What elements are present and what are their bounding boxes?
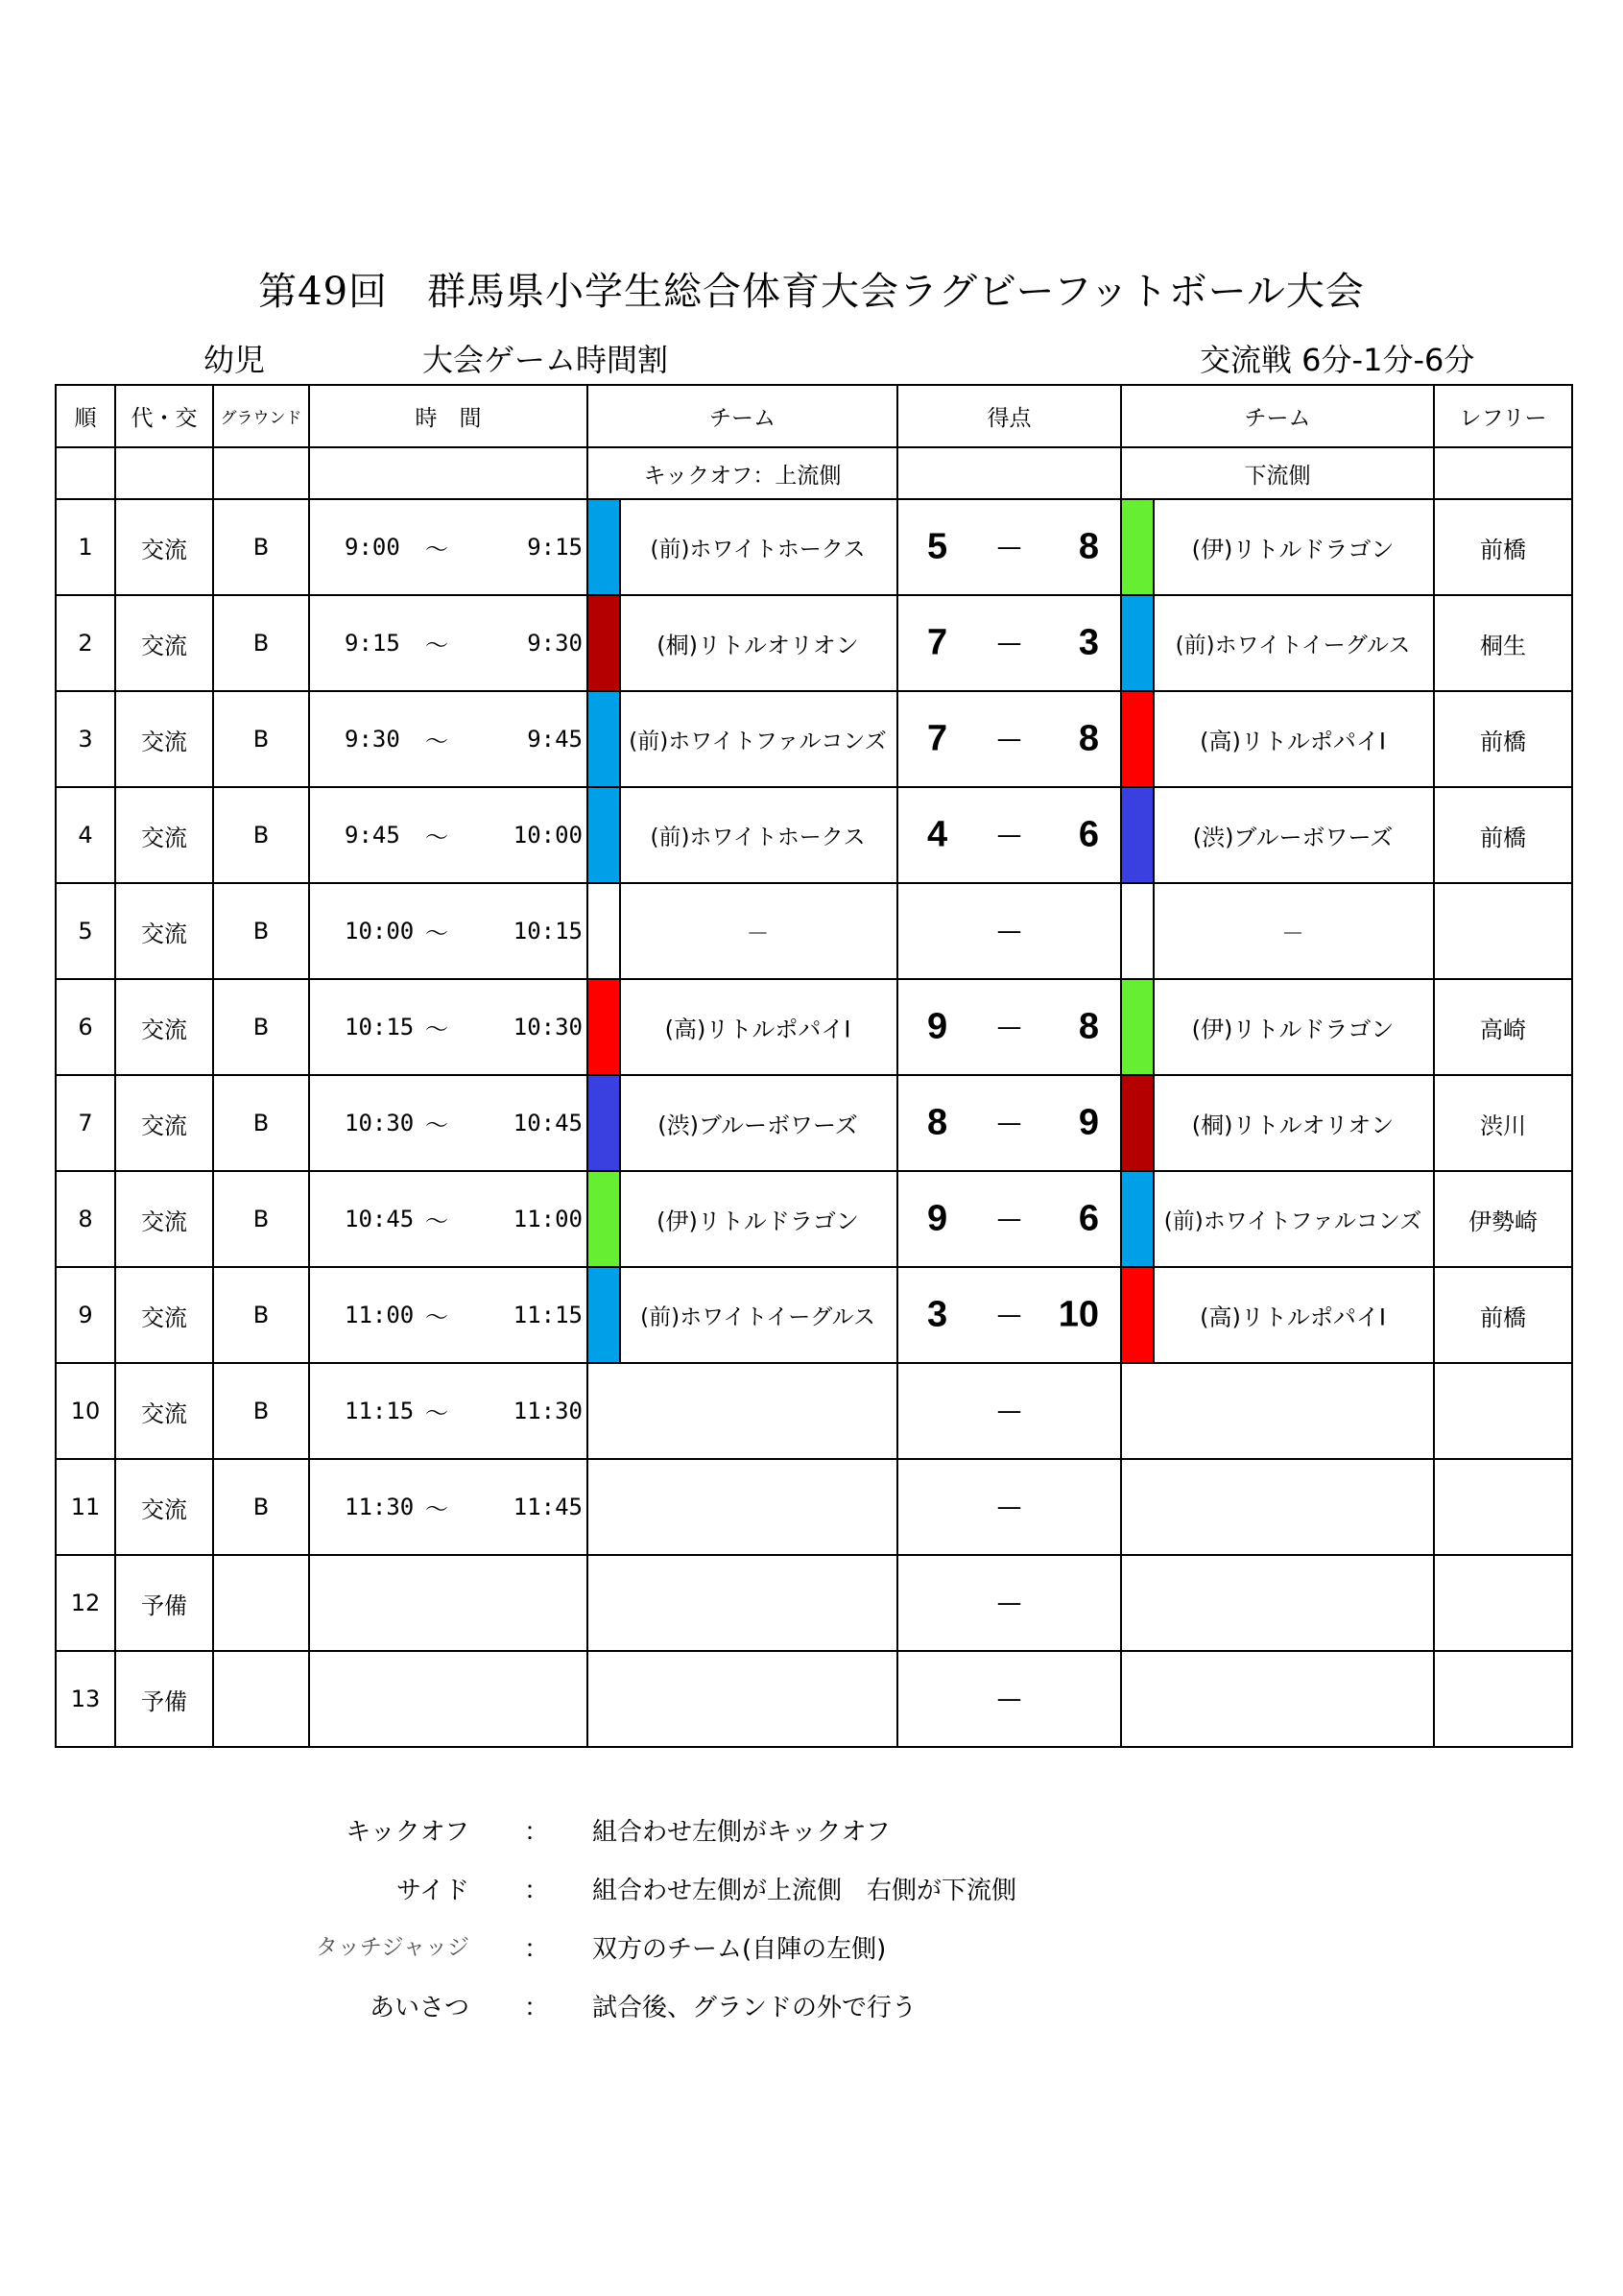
team-b-cell bbox=[1121, 979, 1434, 1075]
score-dash: — bbox=[996, 1013, 1022, 1041]
team-a-color-bar bbox=[588, 692, 621, 786]
score-b: 8 bbox=[1078, 1006, 1099, 1047]
score-dash: — bbox=[996, 1397, 1022, 1425]
team-a-color-bar bbox=[588, 596, 621, 690]
ground: B bbox=[213, 787, 309, 883]
team-b-color-bar bbox=[1122, 1268, 1155, 1362]
team-b-cell bbox=[1121, 1459, 1434, 1555]
score-dash: — bbox=[996, 1301, 1022, 1329]
team-a-cell bbox=[587, 691, 897, 787]
team-a-name: － bbox=[746, 920, 770, 947]
match-number: 9 bbox=[56, 1267, 115, 1363]
subheader-row bbox=[56, 447, 1572, 499]
match-type: 交流 bbox=[115, 1363, 213, 1459]
end-time: 10:00 bbox=[513, 822, 583, 849]
start-time: 10:15 bbox=[345, 1014, 415, 1040]
match-type: 交流 bbox=[115, 787, 213, 883]
note-text: 試合後、グランドの外で行う bbox=[592, 1994, 918, 2022]
table-row bbox=[56, 1171, 1572, 1267]
team-b-name: (渋)ブルーボワーズ bbox=[1192, 824, 1394, 851]
match-type: 交流 bbox=[115, 1171, 213, 1267]
score-cell bbox=[897, 1555, 1121, 1651]
score-a: 4 bbox=[927, 814, 948, 855]
score-a: 3 bbox=[927, 1294, 948, 1335]
team-b-color-bar bbox=[1122, 788, 1155, 882]
time-cell bbox=[309, 787, 587, 883]
start-time: 10:30 bbox=[345, 1110, 415, 1136]
time-tilde: ～ bbox=[425, 1208, 448, 1235]
ground: B bbox=[213, 1171, 309, 1267]
time-cell bbox=[309, 499, 587, 595]
time-cell bbox=[309, 1459, 587, 1555]
team-b-cell bbox=[1121, 1171, 1434, 1267]
end-time: 9:30 bbox=[527, 630, 583, 657]
match-number: 11 bbox=[56, 1459, 115, 1555]
match-type: 予備 bbox=[115, 1555, 213, 1651]
match-number: 8 bbox=[56, 1171, 115, 1267]
time-tilde: ～ bbox=[425, 1016, 448, 1043]
team-b-cell bbox=[1121, 1075, 1434, 1171]
end-time: 10:15 bbox=[513, 918, 583, 945]
table-row bbox=[56, 691, 1572, 787]
team-b-cell bbox=[1121, 883, 1434, 979]
team-a-cell bbox=[587, 1075, 897, 1171]
team-a-cell bbox=[587, 1171, 897, 1267]
score-b: 10 bbox=[1058, 1294, 1099, 1335]
table-row bbox=[56, 1555, 1572, 1651]
team-a-name: (渋)ブルーボワーズ bbox=[657, 1112, 858, 1139]
score-cell bbox=[897, 1651, 1121, 1747]
team-a-name: (前)ホワイトファルコンズ bbox=[629, 729, 887, 754]
team-a-color-bar bbox=[588, 1172, 621, 1266]
ground: B bbox=[213, 1267, 309, 1363]
score-dash: — bbox=[996, 725, 1022, 753]
time-cell bbox=[309, 1075, 587, 1171]
team-a-name: (高)リトルポパイⅠ bbox=[664, 1016, 851, 1043]
score-cell bbox=[897, 1267, 1121, 1363]
note-text: 組合わせ左側が上流側 右側が下流側 bbox=[592, 1877, 1017, 1905]
team-b-color-bar bbox=[1122, 692, 1155, 786]
team-a-name: (前)ホワイトホークス bbox=[650, 825, 866, 850]
page-title: 第49回 群馬県小学生総合体育大会ラグビーフットボール大会 bbox=[258, 270, 1365, 314]
note-line bbox=[0, 1871, 1623, 1909]
score-b: 3 bbox=[1078, 622, 1099, 663]
end-time: 9:15 bbox=[527, 534, 583, 561]
team-a-name: (前)ホワイトホークス bbox=[650, 537, 866, 562]
note-label: タッチジャッジ bbox=[315, 1935, 469, 1960]
end-time: 11:15 bbox=[513, 1302, 583, 1328]
time-cell bbox=[309, 1363, 587, 1459]
note-label: あいさつ bbox=[369, 1994, 469, 2022]
match-number: 1 bbox=[56, 499, 115, 595]
referee: 渋川 bbox=[1434, 1075, 1572, 1171]
ground: B bbox=[213, 1075, 309, 1171]
ground: B bbox=[213, 691, 309, 787]
time-cell bbox=[309, 595, 587, 691]
team-a-color-bar bbox=[588, 980, 621, 1074]
ground: B bbox=[213, 1459, 309, 1555]
score-dash: — bbox=[996, 629, 1022, 658]
team-b-color-bar bbox=[1122, 1172, 1155, 1266]
start-time: 11:15 bbox=[345, 1398, 415, 1424]
score-cell bbox=[897, 499, 1121, 595]
score-cell bbox=[897, 595, 1121, 691]
match-type: 交流 bbox=[115, 691, 213, 787]
subheader-downstream-side: 下流側 bbox=[1121, 447, 1434, 499]
start-time: 10:45 bbox=[345, 1206, 415, 1232]
score-b: 8 bbox=[1078, 526, 1099, 567]
match-number: 10 bbox=[56, 1363, 115, 1459]
team-a-cell bbox=[587, 1555, 897, 1651]
header-type: 代・交 bbox=[115, 385, 213, 447]
score-dash: — bbox=[996, 1685, 1022, 1713]
score-a: 5 bbox=[927, 526, 948, 567]
table-row bbox=[56, 1363, 1572, 1459]
table-row bbox=[56, 1651, 1572, 1747]
referee: 前橋 bbox=[1434, 691, 1572, 787]
ground: B bbox=[213, 1363, 309, 1459]
start-time: 9:30 bbox=[345, 726, 400, 753]
subheader-empty bbox=[1434, 447, 1572, 499]
team-b-color-bar bbox=[1122, 1076, 1155, 1170]
time-cell bbox=[309, 1651, 587, 1747]
team-a-color-bar bbox=[588, 1076, 621, 1170]
note-label: キックオフ bbox=[346, 1818, 469, 1847]
score-cell bbox=[897, 691, 1121, 787]
header-ground: グラウンド bbox=[213, 385, 309, 447]
score-a: 9 bbox=[927, 1006, 948, 1047]
team-a-cell bbox=[587, 979, 897, 1075]
match-number: 5 bbox=[56, 883, 115, 979]
subheader-kickoff-side: キックオフ：上流側 bbox=[587, 447, 897, 499]
subheader-empty bbox=[309, 447, 587, 499]
team-a-color-bar bbox=[588, 788, 621, 882]
score-dash: — bbox=[996, 821, 1022, 849]
score-b: 6 bbox=[1078, 1198, 1099, 1239]
ground: B bbox=[213, 499, 309, 595]
team-a-cell bbox=[587, 499, 897, 595]
team-a-cell bbox=[587, 595, 897, 691]
referee: 桐生 bbox=[1434, 595, 1572, 691]
team-a-name: (桐)リトルオリオン bbox=[656, 632, 859, 659]
score-cell bbox=[897, 787, 1121, 883]
score-a: 7 bbox=[927, 622, 948, 663]
header-row bbox=[56, 385, 1572, 447]
match-number: 6 bbox=[56, 979, 115, 1075]
note-text: 組合わせ左側がキックオフ bbox=[592, 1818, 891, 1847]
team-b-name: (前)ホワイトファルコンズ bbox=[1163, 1208, 1422, 1234]
team-a-cell bbox=[587, 1267, 897, 1363]
score-cell bbox=[897, 1075, 1121, 1171]
time-cell bbox=[309, 979, 587, 1075]
match-number: 12 bbox=[56, 1555, 115, 1651]
team-a-cell bbox=[587, 883, 897, 979]
match-type: 予備 bbox=[115, 1651, 213, 1747]
score-a: 7 bbox=[927, 718, 948, 759]
score-dash: — bbox=[996, 533, 1022, 562]
score-b: 8 bbox=[1078, 718, 1099, 759]
match-type: 交流 bbox=[115, 595, 213, 691]
table-row bbox=[56, 1267, 1572, 1363]
time-tilde: ～ bbox=[425, 1399, 448, 1427]
subheader-empty bbox=[213, 447, 309, 499]
match-type: 交流 bbox=[115, 499, 213, 595]
score-a: 9 bbox=[927, 1198, 948, 1239]
match-type: 交流 bbox=[115, 883, 213, 979]
team-a-name: (前)ホワイトイーグルス bbox=[640, 1304, 875, 1330]
referee bbox=[1434, 1459, 1572, 1555]
team-b-name: (高)リトルポパイⅠ bbox=[1200, 728, 1386, 755]
table-row bbox=[56, 787, 1572, 883]
match-number: 13 bbox=[56, 1651, 115, 1747]
team-b-cell bbox=[1121, 1267, 1434, 1363]
match-type: 交流 bbox=[115, 979, 213, 1075]
match-number: 7 bbox=[56, 1075, 115, 1171]
time-tilde: ～ bbox=[425, 1495, 448, 1523]
time-cell bbox=[309, 1267, 587, 1363]
table-row bbox=[56, 979, 1572, 1075]
time-tilde: ～ bbox=[425, 1112, 448, 1139]
match-number: 4 bbox=[56, 787, 115, 883]
match-number: 2 bbox=[56, 595, 115, 691]
score-dash: — bbox=[996, 1205, 1022, 1233]
score-cell bbox=[897, 883, 1121, 979]
team-b-name: (前)ホワイトイーグルス bbox=[1175, 633, 1411, 658]
score-cell bbox=[897, 1171, 1121, 1267]
referee: 高崎 bbox=[1434, 979, 1572, 1075]
ground: B bbox=[213, 883, 309, 979]
score-dash: — bbox=[996, 1589, 1022, 1617]
header-order: 順 bbox=[56, 385, 115, 447]
team-b-cell bbox=[1121, 1363, 1434, 1459]
referee bbox=[1434, 1555, 1572, 1651]
end-time: 10:45 bbox=[513, 1110, 583, 1136]
time-tilde: ～ bbox=[425, 536, 448, 563]
header-team-a: チーム bbox=[587, 385, 897, 447]
start-time: 9:15 bbox=[345, 630, 400, 657]
schedule-name: 大会ゲーム時間割 bbox=[422, 342, 669, 378]
match-number: 3 bbox=[56, 691, 115, 787]
ground: B bbox=[213, 979, 309, 1075]
start-time: 11:00 bbox=[345, 1302, 415, 1328]
header-referee: レフリー bbox=[1434, 385, 1572, 447]
time-tilde: ～ bbox=[425, 1303, 448, 1331]
note-colon: ： bbox=[524, 1935, 550, 1964]
end-time: 10:30 bbox=[513, 1014, 583, 1040]
match-type: 交流 bbox=[115, 1459, 213, 1555]
team-b-color-bar bbox=[1122, 596, 1155, 690]
team-b-color-bar bbox=[1122, 884, 1155, 978]
score-b: 9 bbox=[1078, 1102, 1099, 1143]
match-format: 交流戦 6分-1分-6分 bbox=[1200, 342, 1475, 378]
header-team-b: チーム bbox=[1121, 385, 1434, 447]
team-a-color-bar bbox=[588, 1268, 621, 1362]
team-b-color-bar bbox=[1122, 980, 1155, 1074]
referee: 前橋 bbox=[1434, 1267, 1572, 1363]
header-time: 時 間 bbox=[309, 385, 587, 447]
score-dash: — bbox=[996, 1493, 1022, 1521]
team-b-cell bbox=[1121, 787, 1434, 883]
table-row bbox=[56, 1075, 1572, 1171]
note-label: サイド bbox=[395, 1877, 469, 1905]
referee bbox=[1434, 1651, 1572, 1747]
ground: B bbox=[213, 595, 309, 691]
table-row bbox=[56, 595, 1572, 691]
time-cell bbox=[309, 691, 587, 787]
score-cell bbox=[897, 1363, 1121, 1459]
start-time: 9:00 bbox=[345, 534, 400, 561]
referee bbox=[1434, 883, 1572, 979]
team-b-name: (高)リトルポパイⅠ bbox=[1200, 1303, 1386, 1331]
schedule-table bbox=[55, 384, 1573, 1748]
team-a-color-bar bbox=[588, 884, 621, 978]
table-row bbox=[56, 499, 1572, 595]
category-label: 幼児 bbox=[203, 342, 266, 378]
team-b-name: (桐)リトルオリオン bbox=[1191, 1112, 1395, 1139]
team-a-cell bbox=[587, 1459, 897, 1555]
ground bbox=[213, 1651, 309, 1747]
score-dash: — bbox=[996, 1109, 1022, 1137]
subheader-empty bbox=[897, 447, 1121, 499]
referee bbox=[1434, 1363, 1572, 1459]
note-colon: ： bbox=[524, 1994, 550, 2022]
time-tilde: ～ bbox=[425, 728, 448, 755]
end-time: 11:30 bbox=[513, 1398, 583, 1424]
time-tilde: ～ bbox=[425, 920, 448, 947]
team-a-cell bbox=[587, 787, 897, 883]
score-a: 8 bbox=[927, 1102, 948, 1143]
team-b-cell bbox=[1121, 595, 1434, 691]
start-time: 9:45 bbox=[345, 822, 400, 849]
subheader-empty bbox=[56, 447, 115, 499]
subheader-empty bbox=[115, 447, 213, 499]
table-row bbox=[56, 1459, 1572, 1555]
header-score: 得点 bbox=[897, 385, 1121, 447]
team-a-cell bbox=[587, 1651, 897, 1747]
score-b: 6 bbox=[1078, 814, 1099, 855]
team-b-name: (伊)リトルドラゴン bbox=[1191, 536, 1395, 563]
end-time: 9:45 bbox=[527, 726, 583, 753]
table-row bbox=[56, 883, 1572, 979]
team-a-name: (伊)リトルドラゴン bbox=[656, 1208, 859, 1235]
note-line bbox=[0, 1812, 1623, 1851]
team-b-name: － bbox=[1281, 920, 1304, 947]
note-colon: ： bbox=[524, 1818, 550, 1847]
referee: 伊勢崎 bbox=[1434, 1171, 1572, 1267]
time-tilde: ～ bbox=[425, 824, 448, 851]
team-b-cell bbox=[1121, 691, 1434, 787]
team-b-color-bar bbox=[1122, 500, 1155, 594]
match-type: 交流 bbox=[115, 1267, 213, 1363]
end-time: 11:45 bbox=[513, 1494, 583, 1520]
team-b-cell bbox=[1121, 1651, 1434, 1747]
time-cell bbox=[309, 1171, 587, 1267]
start-time: 10:00 bbox=[345, 918, 415, 945]
team-b-cell bbox=[1121, 499, 1434, 595]
end-time: 11:00 bbox=[513, 1206, 583, 1232]
note-line bbox=[0, 1929, 1623, 1968]
score-cell bbox=[897, 1459, 1121, 1555]
time-cell bbox=[309, 1555, 587, 1651]
referee: 前橋 bbox=[1434, 787, 1572, 883]
referee: 前橋 bbox=[1434, 499, 1572, 595]
note-line bbox=[0, 1988, 1623, 2026]
start-time: 11:30 bbox=[345, 1494, 415, 1520]
score-dash: — bbox=[996, 917, 1022, 945]
match-type: 交流 bbox=[115, 1075, 213, 1171]
team-b-name: (伊)リトルドラゴン bbox=[1191, 1016, 1395, 1043]
team-b-cell bbox=[1121, 1555, 1434, 1651]
score-cell bbox=[897, 979, 1121, 1075]
note-text: 双方のチーム(自陣の左側) bbox=[592, 1935, 887, 1964]
time-tilde: ～ bbox=[425, 632, 448, 659]
team-a-color-bar bbox=[588, 500, 621, 594]
note-colon: ： bbox=[524, 1877, 550, 1905]
time-cell bbox=[309, 883, 587, 979]
team-a-cell bbox=[587, 1363, 897, 1459]
ground bbox=[213, 1555, 309, 1651]
